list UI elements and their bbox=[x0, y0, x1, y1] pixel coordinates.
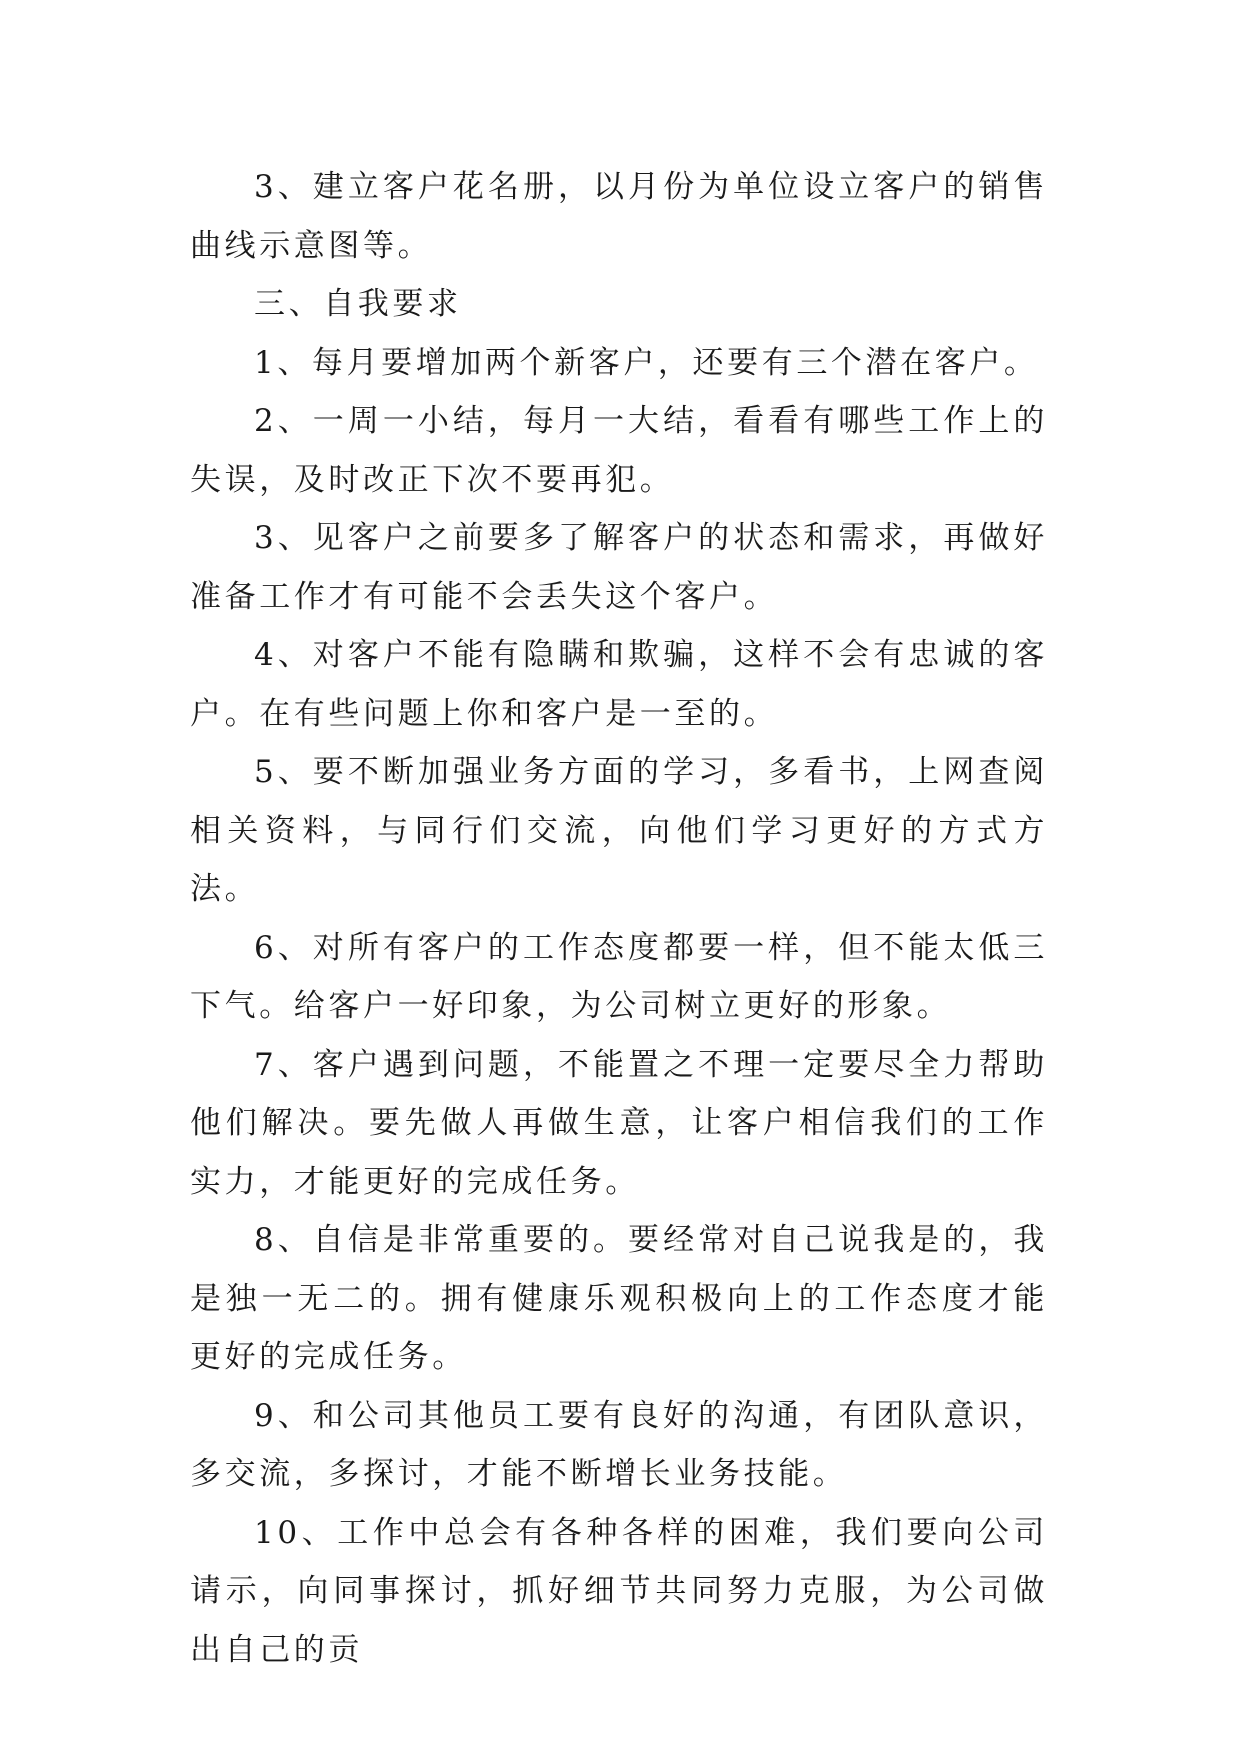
paragraph-item-4: 4、对客户不能有隐瞒和欺骗，这样不会有忠诚的客户。在有些问题上你和客户是一至的。 bbox=[190, 637, 1048, 732]
paragraph-item-9: 9、和公司其他员工要有良好的沟通，有团队意识，多交流，多探讨，才能不断增长业务技能。 bbox=[190, 1397, 1048, 1492]
paragraph-item-2: 2、一周一小结，每月一大结，看看有哪些工作上的失误，及时改正下次不要再犯。 bbox=[190, 403, 1048, 498]
paragraph-item-10: 10、工作中总会有各种各样的困难，我们要向公司请示，向同事探讨，抓好细节共同努力克服，为公司做出自己的贡 bbox=[190, 1514, 1048, 1668]
paragraph-item-3: 3、见客户之前要多了解客户的状态和需求，再做好准备工作才有可能不会丢失这个客户。 bbox=[190, 520, 1048, 615]
paragraph-item-3-customer-roster: 3、建立客户花名册，以月份为单位设立客户的销售曲线示意图等。 bbox=[190, 169, 1048, 264]
section-heading-self-requirements: 三、自我要求 bbox=[254, 286, 462, 322]
paragraph-item-5: 5、要不断加强业务方面的学习，多看书，上网查阅相关资料，与同行们交流，向他们学习更好的方式方法。 bbox=[190, 754, 1048, 907]
document-body bbox=[190, 158, 1048, 1679]
paragraph-item-7: 7、客户遇到问题，不能置之不理一定要尽全力帮助他们解决。要先做人再做生意，让客户相信我们的工作实力，才能更好的完成任务。 bbox=[190, 1046, 1048, 1200]
paragraph-item-6: 6、对所有客户的工作态度都要一样，但不能太低三下气。给客户一好印象，为公司树立更好的形象。 bbox=[190, 929, 1048, 1024]
paragraph-item-1: 1、每月要增加两个新客户，还要有三个潜在客户。 bbox=[254, 344, 1039, 381]
paragraph-item-8: 8、自信是非常重要的。要经常对自己说我是的，我是独一无二的。拥有健康乐观积极向上的工作态度才能更好的完成任务。 bbox=[190, 1222, 1048, 1375]
